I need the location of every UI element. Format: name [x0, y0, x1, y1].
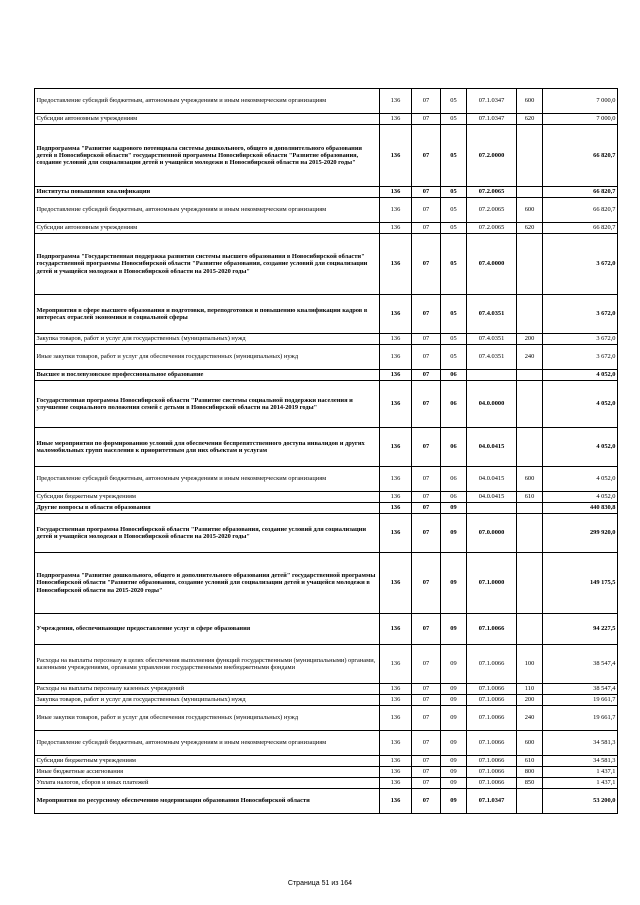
row-section: 07 — [412, 614, 441, 645]
row-subsection: 05 — [441, 234, 467, 295]
row-section: 07 — [412, 731, 441, 756]
row-amount: 3 672,0 — [543, 345, 618, 370]
row-code: 136 — [380, 553, 412, 614]
row-subsection: 06 — [441, 467, 467, 492]
row-amount: 3 672,0 — [543, 234, 618, 295]
row-section: 07 — [412, 295, 441, 334]
row-name: Закупка товаров, работ и услуг для государственных (муниципальных) нужд — [35, 334, 380, 345]
row-code: 136 — [380, 125, 412, 187]
row-subsection: 09 — [441, 514, 467, 553]
table-row — [35, 684, 618, 695]
row-section: 07 — [412, 706, 441, 731]
row-code: 136 — [380, 731, 412, 756]
row-subsection: 05 — [441, 295, 467, 334]
row-expense-type — [517, 789, 543, 814]
row-subsection: 09 — [441, 503, 467, 514]
table-row — [35, 295, 618, 334]
row-code: 136 — [380, 467, 412, 492]
row-code: 136 — [380, 187, 412, 198]
row-expense-type: 600 — [517, 198, 543, 223]
row-subsection: 09 — [441, 731, 467, 756]
row-name: Субсидии автономным учреждениям — [35, 223, 380, 234]
row-expense-type: 600 — [517, 89, 543, 114]
table-row — [35, 778, 618, 789]
row-name: Подпрограмма "Развитие кадрового потенциала системы дошкольного, общего и дополнительного образования детей в Новосибирской области" государственной программы Новосибирской области "Развитие образования, создание условий для социализации детей и учащейся молодежи в Новосибирской области на 2015-2020 годы" — [35, 125, 380, 187]
row-name: Предоставление субсидий бюджетным, автономным учреждениям и иным некоммерческим организациям — [35, 198, 380, 223]
row-section: 07 — [412, 187, 441, 198]
row-expense-type — [517, 514, 543, 553]
row-expense-type: 100 — [517, 645, 543, 684]
row-target-article: 07.1.0066 — [467, 706, 517, 731]
row-amount: 38 547,4 — [543, 645, 618, 684]
row-amount: 94 227,5 — [543, 614, 618, 645]
row-target-article — [467, 370, 517, 381]
row-name: Государственная программа Новосибирской области "Развитие образования, создание условий для социализации детей и учащейся молодежи в Новосибирской области на 2015-2020 годы" — [35, 514, 380, 553]
row-target-article: 07.4.0000 — [467, 234, 517, 295]
row-name: Предоставление субсидий бюджетным, автономным учреждениям и иным некоммерческим организациям — [35, 89, 380, 114]
table-row — [35, 370, 618, 381]
row-section: 07 — [412, 345, 441, 370]
row-section: 07 — [412, 492, 441, 503]
row-section: 07 — [412, 514, 441, 553]
page-footer: Страница 51 из 164 — [287, 880, 353, 887]
row-expense-type — [517, 295, 543, 334]
table-row — [35, 345, 618, 370]
row-subsection: 09 — [441, 614, 467, 645]
row-section: 07 — [412, 370, 441, 381]
row-target-article: 07.1.0066 — [467, 614, 517, 645]
row-amount: 4 052,0 — [543, 492, 618, 503]
row-expense-type: 800 — [517, 767, 543, 778]
row-expense-type: 200 — [517, 334, 543, 345]
row-code: 136 — [380, 492, 412, 503]
row-amount: 4 052,0 — [543, 370, 618, 381]
row-target-article: 07.4.0351 — [467, 295, 517, 334]
row-target-article: 07.1.0066 — [467, 778, 517, 789]
row-name: Субсидии бюджетным учреждениям — [35, 492, 380, 503]
row-section: 07 — [412, 381, 441, 428]
table-row — [35, 503, 618, 514]
row-section: 07 — [412, 789, 441, 814]
row-section: 07 — [412, 125, 441, 187]
row-target-article: 07.1.0347 — [467, 114, 517, 125]
row-amount: 4 052,0 — [543, 428, 618, 467]
row-expense-type: 600 — [517, 731, 543, 756]
row-code: 136 — [380, 767, 412, 778]
row-expense-type: 240 — [517, 345, 543, 370]
row-amount: 7 000,0 — [543, 89, 618, 114]
row-expense-type: 620 — [517, 223, 543, 234]
row-code: 136 — [380, 381, 412, 428]
row-code: 136 — [380, 695, 412, 706]
table-row — [35, 467, 618, 492]
row-name: Другие вопросы в области образования — [35, 503, 380, 514]
row-subsection: 05 — [441, 345, 467, 370]
row-name: Субсидии автономным учреждениям — [35, 114, 380, 125]
row-code: 136 — [380, 234, 412, 295]
row-subsection: 09 — [441, 706, 467, 731]
row-amount: 4 052,0 — [543, 381, 618, 428]
row-target-article: 07.0.0000 — [467, 514, 517, 553]
row-code: 136 — [380, 114, 412, 125]
row-subsection: 05 — [441, 187, 467, 198]
row-subsection: 06 — [441, 492, 467, 503]
row-target-article: 07.4.0351 — [467, 334, 517, 345]
row-subsection: 09 — [441, 695, 467, 706]
row-amount: 19 661,7 — [543, 695, 618, 706]
row-target-article: 07.1.0066 — [467, 645, 517, 684]
row-amount: 7 000,0 — [543, 114, 618, 125]
row-name: Иные закупки товаров, работ и услуг для обеспечения государственных (муниципальных) нужд — [35, 345, 380, 370]
row-amount: 34 581,3 — [543, 731, 618, 756]
row-amount: 3 672,0 — [543, 334, 618, 345]
row-section: 07 — [412, 767, 441, 778]
row-target-article: 07.1.0347 — [467, 789, 517, 814]
row-subsection: 09 — [441, 778, 467, 789]
row-expense-type — [517, 428, 543, 467]
table-row — [35, 114, 618, 125]
row-code: 136 — [380, 514, 412, 553]
row-expense-type — [517, 614, 543, 645]
table-body — [35, 89, 618, 814]
row-name: Закупка товаров, работ и услуг для государственных (муниципальных) нужд — [35, 695, 380, 706]
row-target-article: 07.2.0000 — [467, 125, 517, 187]
row-name: Предоставление субсидий бюджетным, автономным учреждениям и иным некоммерческим организациям — [35, 467, 380, 492]
row-target-article: 07.1.0066 — [467, 695, 517, 706]
table-row — [35, 614, 618, 645]
table-row — [35, 428, 618, 467]
row-code: 136 — [380, 778, 412, 789]
row-subsection: 09 — [441, 789, 467, 814]
row-name: Мероприятия по ресурсному обеспечению модернизации образования Новосибирской области — [35, 789, 380, 814]
row-amount: 299 920,0 — [543, 514, 618, 553]
row-code: 136 — [380, 756, 412, 767]
row-target-article: 07.4.0351 — [467, 345, 517, 370]
row-name: Подпрограмма "Развитие дошкольного, общего и дополнительного образования детей" государственной программы Новосибирской области "Развитие образования, создание условий для социализации детей и учащейся молодежи в Новосибирской области на 2015-2020 годы" — [35, 553, 380, 614]
row-name: Учреждения, обеспечивающие предоставление услуг в сфере образования — [35, 614, 380, 645]
table-row — [35, 198, 618, 223]
row-subsection: 09 — [441, 767, 467, 778]
row-code: 136 — [380, 503, 412, 514]
table-row — [35, 731, 618, 756]
row-section: 07 — [412, 334, 441, 345]
table-row — [35, 514, 618, 553]
table-row — [35, 234, 618, 295]
row-code: 136 — [380, 334, 412, 345]
row-target-article: 04.0.0415 — [467, 467, 517, 492]
row-expense-type — [517, 370, 543, 381]
row-target-article: 04.0.0000 — [467, 381, 517, 428]
budget-table — [34, 88, 618, 814]
row-subsection: 05 — [441, 125, 467, 187]
row-code: 136 — [380, 614, 412, 645]
row-subsection: 09 — [441, 756, 467, 767]
row-section: 07 — [412, 223, 441, 234]
row-target-article: 07.1.0066 — [467, 767, 517, 778]
row-subsection: 06 — [441, 428, 467, 467]
row-code: 136 — [380, 345, 412, 370]
row-expense-type: 600 — [517, 467, 543, 492]
row-subsection: 09 — [441, 645, 467, 684]
row-target-article: 04.0.0415 — [467, 492, 517, 503]
table-row — [35, 334, 618, 345]
row-subsection: 05 — [441, 89, 467, 114]
row-code: 136 — [380, 428, 412, 467]
row-section: 07 — [412, 645, 441, 684]
table-row — [35, 187, 618, 198]
row-subsection: 09 — [441, 684, 467, 695]
row-name: Иные закупки товаров, работ и услуг для обеспечения государственных (муниципальных) нужд — [35, 706, 380, 731]
row-expense-type: 850 — [517, 778, 543, 789]
row-amount: 66 820,7 — [543, 223, 618, 234]
row-name: Высшее и послевузовское профессиональное образование — [35, 370, 380, 381]
row-name: Субсидии бюджетным учреждениям — [35, 756, 380, 767]
table-row — [35, 767, 618, 778]
row-target-article: 07.1.0066 — [467, 684, 517, 695]
row-name: Подпрограмма "Государственная поддержка развития системы высшего образования в Новосибирской области" государственной программы Новосибирской области "Развитие образования, создание условий для социализации детей и учащейся молодежи в Новосибирской области на 2015-2020 годы" — [35, 234, 380, 295]
row-code: 136 — [380, 789, 412, 814]
row-amount: 66 820,7 — [543, 187, 618, 198]
row-code: 136 — [380, 706, 412, 731]
row-expense-type — [517, 381, 543, 428]
row-section: 07 — [412, 684, 441, 695]
row-amount: 1 437,1 — [543, 778, 618, 789]
row-target-article: 04.0.0415 — [467, 428, 517, 467]
row-target-article: 07.1.0066 — [467, 731, 517, 756]
table-row — [35, 381, 618, 428]
row-expense-type: 620 — [517, 114, 543, 125]
row-expense-type: 200 — [517, 695, 543, 706]
row-expense-type: 240 — [517, 706, 543, 731]
row-name: Государственная программа Новосибирской области "Развитие системы социальной поддержки населения и улучшение социального положения семей с детьми в Новосибирской области на 2014-2019 годы" — [35, 381, 380, 428]
row-expense-type: 610 — [517, 756, 543, 767]
row-target-article: 07.2.0065 — [467, 223, 517, 234]
row-target-article: 07.2.0065 — [467, 198, 517, 223]
row-amount: 4 052,0 — [543, 467, 618, 492]
row-amount: 66 820,7 — [543, 198, 618, 223]
row-amount: 3 672,0 — [543, 295, 618, 334]
row-target-article: 07.2.0065 — [467, 187, 517, 198]
row-amount: 34 581,3 — [543, 756, 618, 767]
row-target-article: 07.1.0347 — [467, 89, 517, 114]
row-expense-type — [517, 125, 543, 187]
row-section: 07 — [412, 114, 441, 125]
row-subsection: 05 — [441, 334, 467, 345]
row-name: Предоставление субсидий бюджетным, автономным учреждениям и иным некоммерческим организациям — [35, 731, 380, 756]
row-name: Расходы на выплаты персоналу в целях обеспечения выполнения функций государственными (муниципальными) органами, казенными учреждениями, органами управления государственными внебюджетными фондами — [35, 645, 380, 684]
row-amount: 19 661,7 — [543, 706, 618, 731]
row-section: 07 — [412, 198, 441, 223]
row-subsection: 06 — [441, 381, 467, 428]
row-code: 136 — [380, 295, 412, 334]
table-row — [35, 125, 618, 187]
row-name: Институты повышения квалификации — [35, 187, 380, 198]
row-code: 136 — [380, 223, 412, 234]
row-section: 07 — [412, 756, 441, 767]
row-subsection: 05 — [441, 198, 467, 223]
row-expense-type — [517, 553, 543, 614]
table-row — [35, 695, 618, 706]
row-code: 136 — [380, 645, 412, 684]
row-name: Иные бюджетные ассигнования — [35, 767, 380, 778]
row-amount: 149 175,5 — [543, 553, 618, 614]
row-target-article — [467, 503, 517, 514]
table-row — [35, 645, 618, 684]
table-row — [35, 706, 618, 731]
table-row — [35, 553, 618, 614]
table-row — [35, 89, 618, 114]
row-amount: 440 830,8 — [543, 503, 618, 514]
row-section: 07 — [412, 695, 441, 706]
row-section: 07 — [412, 778, 441, 789]
row-expense-type — [517, 234, 543, 295]
row-section: 07 — [412, 503, 441, 514]
row-subsection: 05 — [441, 114, 467, 125]
row-name: Уплата налогов, сборов и иных платежей — [35, 778, 380, 789]
row-code: 136 — [380, 89, 412, 114]
table-row — [35, 789, 618, 814]
row-section: 07 — [412, 89, 441, 114]
row-subsection: 06 — [441, 370, 467, 381]
row-expense-type: 610 — [517, 492, 543, 503]
row-amount: 1 437,1 — [543, 767, 618, 778]
row-code: 136 — [380, 370, 412, 381]
row-name: Мероприятия в сфере высшего образования и подготовки, переподготовки и повышению квалификации кадров в интересах отраслей экономики и социальной сферы — [35, 295, 380, 334]
table-row — [35, 756, 618, 767]
row-section: 07 — [412, 467, 441, 492]
row-name: Иные мероприятия по формированию условий для обеспечения беспрепятственного доступа инвалидов и других маломобильных групп населения к приоритетным для них объектам и услугам — [35, 428, 380, 467]
row-amount: 38 547,4 — [543, 684, 618, 695]
table-row — [35, 492, 618, 503]
row-subsection: 09 — [441, 553, 467, 614]
row-code: 136 — [380, 198, 412, 223]
row-section: 07 — [412, 428, 441, 467]
row-expense-type — [517, 187, 543, 198]
row-subsection: 05 — [441, 223, 467, 234]
row-section: 07 — [412, 553, 441, 614]
row-section: 07 — [412, 234, 441, 295]
row-amount: 53 200,0 — [543, 789, 618, 814]
row-target-article: 07.1.0000 — [467, 553, 517, 614]
row-name: Расходы на выплаты персоналу казенных учреждений — [35, 684, 380, 695]
row-code: 136 — [380, 684, 412, 695]
table-row — [35, 223, 618, 234]
row-target-article: 07.1.0066 — [467, 756, 517, 767]
row-amount: 66 820,7 — [543, 125, 618, 187]
row-expense-type — [517, 503, 543, 514]
row-expense-type: 110 — [517, 684, 543, 695]
